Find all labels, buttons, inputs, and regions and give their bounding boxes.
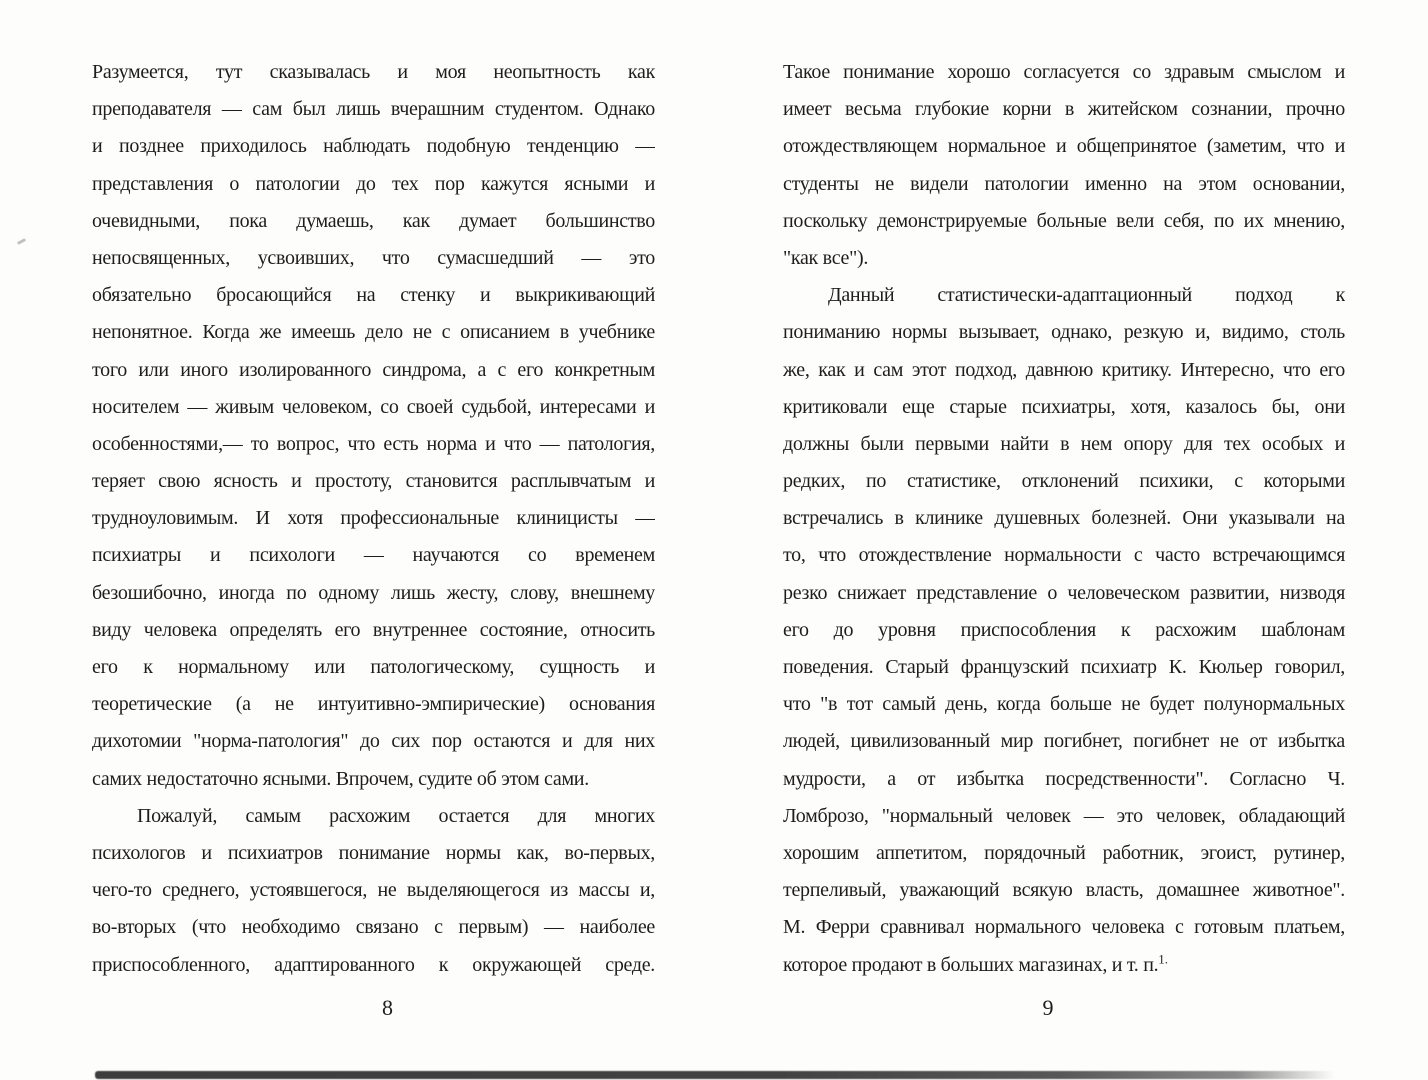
text-line: чего-то среднего, устоявшегося, не выделяющегося из массы и, bbox=[92, 879, 655, 902]
text-line: имеет весьма глубокие корни в житейском сознании, прочно bbox=[783, 98, 1345, 121]
text-line: психиатры и психологи — научаются со временем bbox=[92, 544, 655, 567]
text-line: дихотомии "норма-патология" до сих пор остаются и для них bbox=[92, 730, 655, 753]
text-line: М. Ферри сравнивал нормального человека с готовым платьем, bbox=[783, 916, 1345, 939]
text-line: Пожалуй, самым расхожим остается для многих bbox=[137, 804, 655, 827]
scan-artifact-speck bbox=[17, 238, 26, 245]
text-line: критиковали еще старые психиатры, хотя, казалось бы, они bbox=[783, 395, 1345, 418]
text-line: отождествляющем нормальное и общепринятое (заметим, что и bbox=[783, 135, 1345, 158]
text-line: теоретические (а не интуитивно-эмпирические) основания bbox=[92, 693, 655, 716]
text-line: обязательно бросающийся на стенку и выкрикивающий bbox=[92, 284, 655, 307]
text-line: самих недостаточно ясными. Впрочем, судите об этом сами. bbox=[92, 767, 589, 790]
text-line: того или иного изолированного синдрома, а с его конкретным bbox=[92, 358, 655, 381]
text-line: его до уровня приспособления к расхожим шаблонам bbox=[783, 618, 1345, 641]
text-line: Такое понимание хорошо согласуется со здравым смыслом и bbox=[783, 61, 1345, 83]
text-line: "как все"). bbox=[783, 246, 869, 269]
text-line: непонятное. Когда же имеешь дело не с описанием в учебнике bbox=[92, 321, 655, 344]
text-line: поскольку демонстрируемые больные вели себя, по их мнению, bbox=[783, 209, 1345, 232]
text-line: хорошим аппетитом, порядочный работник, эгоист, рутинер, bbox=[783, 841, 1345, 864]
text-line: резко снижает представление о человеческом развитии, низводя bbox=[783, 581, 1345, 604]
text-line: поведения. Старый французский психиатр К. Кюльер говорил, bbox=[783, 656, 1345, 678]
text-line: Разумеется, тут сказывалась и моя неопытность как bbox=[92, 61, 655, 83]
text-line: людей, цивилизованный мир погибнет, погибнет не от избытка bbox=[783, 730, 1345, 753]
text-line: особенностями,— то вопрос, что есть норма и что — патология, bbox=[92, 432, 655, 455]
page-right-lines bbox=[783, 54, 1345, 984]
text-line: очевидными, пока думаешь, как думает большинство bbox=[92, 209, 655, 232]
page-left-lines bbox=[92, 54, 655, 984]
text-line: безошибочно, иногда по одному лишь жесту, слову, внешнему bbox=[92, 581, 655, 604]
text-line: трудноуловимым. И хотя профессиональные клиницисты — bbox=[92, 507, 655, 530]
text-line: же, как и сам этот подход, давнюю критику. Интересно, что его bbox=[783, 358, 1345, 381]
text-line: должны были первыми найти в нем опору для тех особых и bbox=[783, 432, 1345, 455]
page-left-text bbox=[92, 54, 655, 1023]
text-line: которое продают в больших магазинах, и т. п.$^{1.}$ bbox=[783, 950, 1169, 976]
text-line: носителем — живым человеком, со своей судьбой, интересами и bbox=[92, 395, 655, 418]
text-line: пониманию нормы вызывает, однако, резкую и, видимо, столь bbox=[783, 321, 1345, 344]
scan-edge-shadow bbox=[95, 1071, 1335, 1079]
text-line: представления о патологии до тех пор кажутся ясными и bbox=[92, 172, 655, 195]
page-right-text bbox=[783, 54, 1345, 1023]
footnote-marker: 1. bbox=[1158, 950, 1169, 966]
text-line: непосвященных, усвоивших, что сумасшедший — это bbox=[92, 246, 655, 269]
text-line: его к нормальному или патологическому, сущность и bbox=[92, 656, 655, 678]
text-line: редких, по статистике, отклонений психики, с которыми bbox=[783, 470, 1345, 493]
text-line: терпеливый, уважающий всякую власть, домашнее животное". bbox=[783, 879, 1345, 902]
text-line: мудрости, а от избытка посредственности". Согласно Ч. bbox=[783, 767, 1345, 790]
text-line: то, что отождествление нормальности с часто встречающимся bbox=[783, 544, 1345, 567]
page-number-right: 9 bbox=[1042, 994, 1054, 1020]
text-line: Данный статистически-адаптационный подход к bbox=[828, 284, 1345, 307]
text-line: во-вторых (что необходимо связано с первым) — наиболее bbox=[92, 916, 655, 939]
text-line: преподавателя — сам был лишь вчерашним студентом. Однако bbox=[92, 98, 655, 121]
text-line: Ломброзо, "нормальный человек — это человек, обладающий bbox=[783, 804, 1345, 827]
text-line: психологов и психиатров понимание нормы как, во-первых, bbox=[92, 841, 655, 864]
text-line: и позднее приходилось наблюдать подобную тенденцию — bbox=[92, 135, 655, 158]
page-number-left: 8 bbox=[382, 994, 393, 1020]
text-line: теряет свою ясность и простоту, становится расплывчатым и bbox=[92, 470, 655, 493]
text-line: виду человека определять его внутреннее состояние, относить bbox=[92, 618, 655, 641]
text-line: встречались в клинике душевных болезней. Они указывали на bbox=[783, 507, 1345, 530]
text-line: приспособленного, адаптированного к окружающей среде. bbox=[92, 953, 655, 976]
text-line: что "в тот самый день, когда больше не будет полунормальных bbox=[783, 693, 1345, 716]
text-line: студенты не видели патологии именно на этом основании, bbox=[783, 172, 1345, 195]
